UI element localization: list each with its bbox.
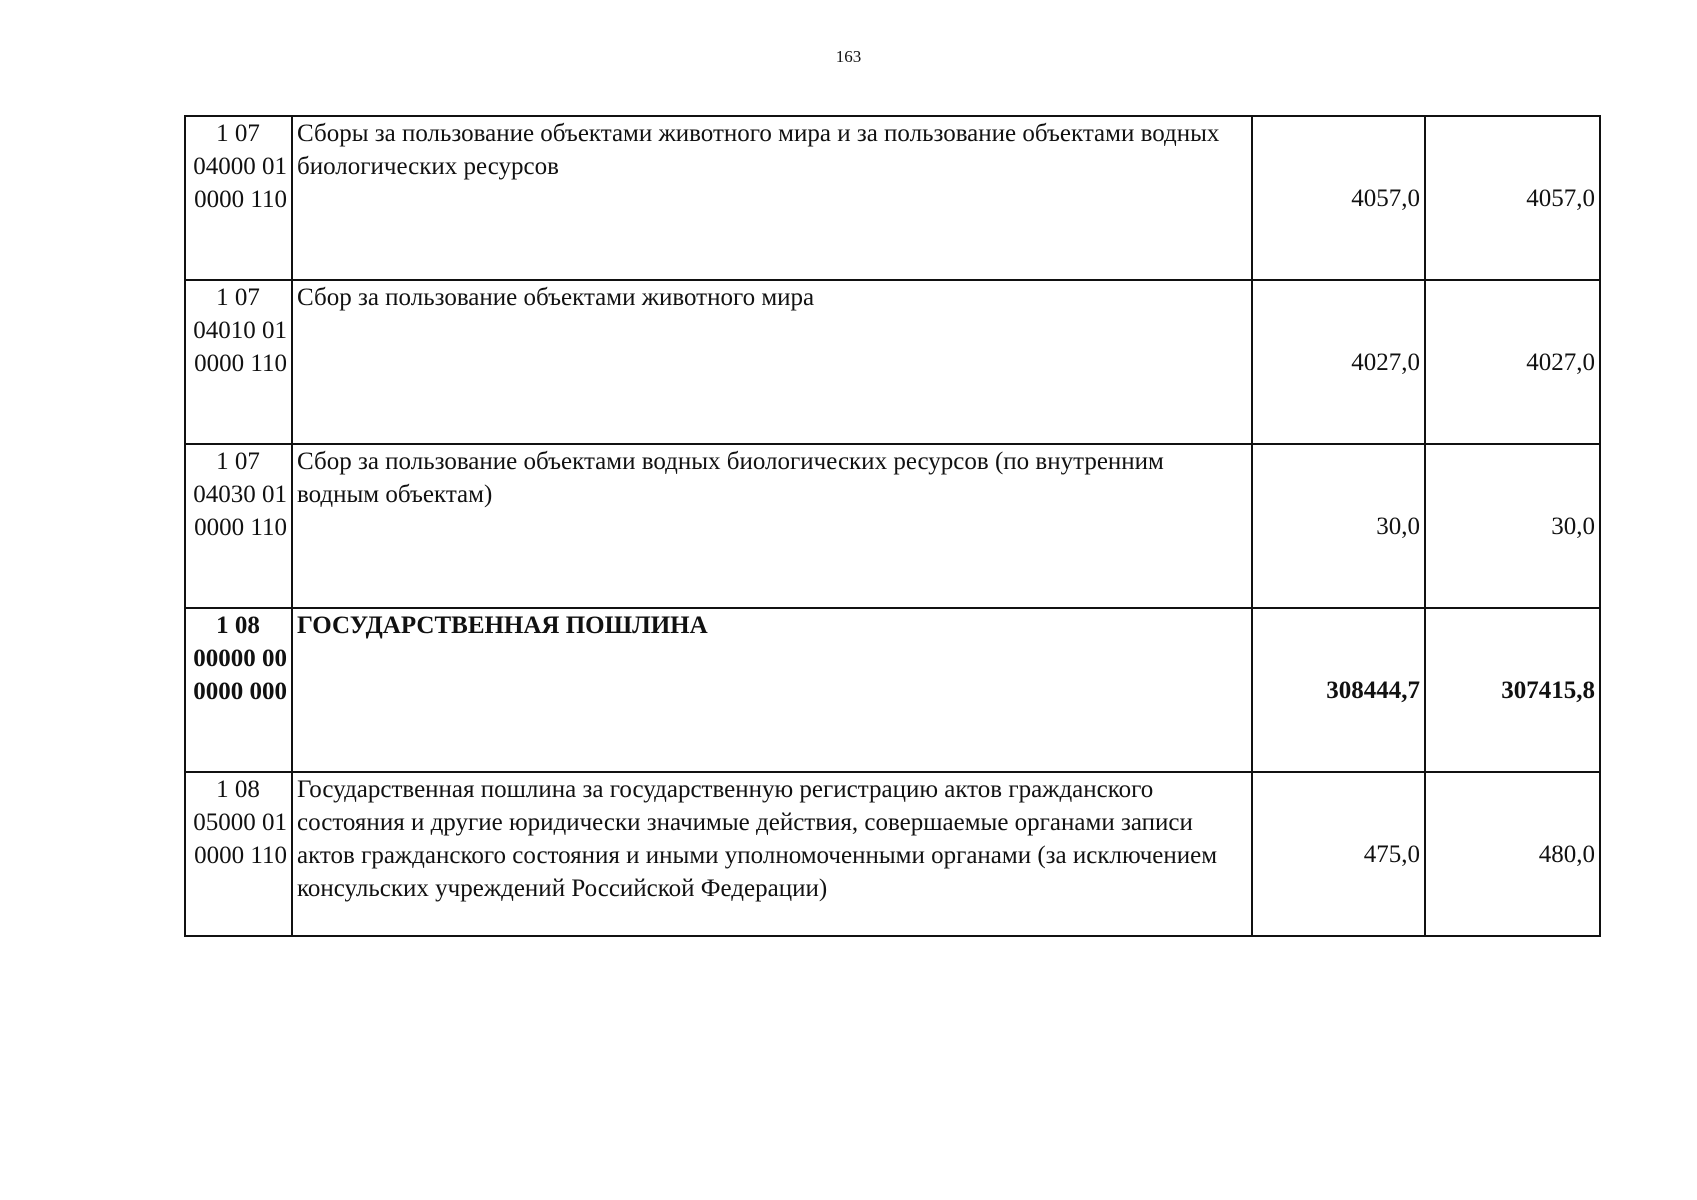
code-part: 0000 000 [193,678,287,705]
amount-year1-cell: 4027,0 [1252,280,1425,444]
code-part: 00000 00 [193,645,287,672]
code-part: 04030 01 [193,481,287,508]
budget-code-cell [185,444,292,608]
code-part: 1 08 [216,612,260,639]
amount-year1-cell: 4057,0 [1252,116,1425,280]
amount-year1-cell: 308444,7 [1252,608,1425,772]
code-part: 0000 110 [194,842,287,869]
income-name-cell: Государственная пошлина за государственную регистрацию актов гражданского состояния и другие юридически значимые действия, совершаемые органами записи актов гражданского состояния и иными уполномоченными органами (за исключением консульских учреждений Российской Федерации) [292,772,1252,936]
amount-year2-cell: 4057,0 [1425,116,1600,280]
amount-year2-cell: 4027,0 [1425,280,1600,444]
code-part: 04010 01 [193,317,287,344]
budget-code-cell [185,772,292,936]
income-name-cell: ГОСУДАРСТВЕННАЯ ПОШЛИНА [292,608,1252,772]
code-part: 1 07 [216,284,260,311]
table-row [185,116,1600,280]
income-name-cell: Сбор за пользование объектами животного мира [292,280,1252,444]
code-part: 05000 01 [193,809,287,836]
table-row [185,772,1600,936]
code-part: 1 07 [216,120,260,147]
amount-year2-cell: 480,0 [1425,772,1600,936]
page-number: 163 [835,47,862,66]
budget-code-cell [185,280,292,444]
table-row-section [185,608,1600,772]
code-part: 0000 110 [194,514,287,541]
code-part: 0000 110 [194,186,287,213]
amount-year1-cell: 30,0 [1252,444,1425,608]
amount-year2-cell: 307415,8 [1425,608,1600,772]
table-row [185,444,1600,608]
budget-table [184,115,1601,937]
code-part: 0000 110 [194,350,287,377]
amount-year1-cell: 475,0 [1252,772,1425,936]
income-name-cell: Сбор за пользование объектами водных биологических ресурсов (по внутренним водным объектам) [292,444,1252,608]
budget-code-cell [185,608,292,772]
code-part: 1 08 [216,776,260,803]
budget-code-cell [185,116,292,280]
income-name-cell: Сборы за пользование объектами животного мира и за пользование объектами водных биологических ресурсов [292,116,1252,280]
amount-year2-cell: 30,0 [1425,444,1600,608]
code-part: 04000 01 [193,153,287,180]
code-part: 1 07 [216,448,260,475]
table-row [185,280,1600,444]
